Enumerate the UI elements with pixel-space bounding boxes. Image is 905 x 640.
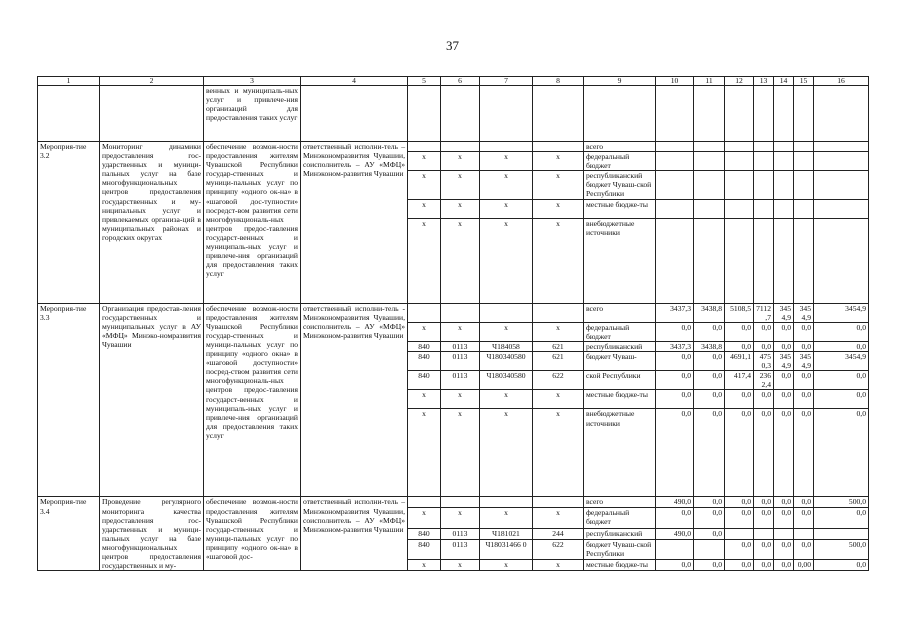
amount-cell	[754, 152, 774, 171]
expense-type-code: 622	[533, 539, 584, 560]
measure-id: Мероприя-тие 3.3	[38, 303, 100, 497]
amount-cell: 0,0	[754, 390, 774, 409]
amount-cell: 0,0	[794, 497, 814, 508]
expense-type-code: 621	[533, 352, 584, 371]
section-code	[441, 142, 480, 152]
funding-source: местные бюдже-ты	[584, 199, 656, 218]
column-number: 3	[204, 77, 301, 86]
amount-cell: 0,0	[656, 560, 694, 571]
amount-cell	[694, 539, 725, 560]
amount-cell: 0,0	[774, 341, 794, 351]
amount-cell: 0,0	[774, 539, 794, 560]
section-code: x	[441, 199, 480, 218]
amount-cell: 0,0	[774, 371, 794, 390]
measure-responsible: ответственный исполни-тель - Минэкономразвития Чувашии, соисполнитель – АУ «МФЦ» Минэконом-развития Чувашии	[301, 303, 408, 497]
grbs-code	[408, 497, 441, 508]
amount-cell	[725, 171, 754, 199]
amount-cell: 0,0	[656, 352, 694, 371]
amount-cell	[794, 171, 814, 199]
expense-type-code: 244	[533, 528, 584, 539]
amount-cell: 0,0	[814, 371, 869, 390]
measure-name: Проведение регулярного мониторинга качества предоставления гос-ударственных и муници-пальных услуг на базе многофункциональных центров предоставления государственных и му-	[100, 497, 204, 571]
section-code: x	[441, 171, 480, 199]
section-code	[441, 497, 480, 508]
amount-cell	[725, 218, 754, 303]
column-number: 6	[441, 77, 480, 86]
funding-source: федеральный бюджет	[584, 152, 656, 171]
amount-cell: 4691,1	[725, 352, 754, 371]
amount-cell	[794, 199, 814, 218]
funding-source: бюджет Чуваш-ской Республики	[584, 539, 656, 560]
amount-cell	[794, 218, 814, 303]
column-number: 4	[301, 77, 408, 86]
amount-cell: 0,0	[694, 560, 725, 571]
amount-cell: 0,0	[694, 371, 725, 390]
amount-cell: 0,0	[774, 322, 794, 341]
grbs-code: x	[408, 508, 441, 529]
measure-goal: обеспечение возмож-ности предоставления жителям Чувашской Республики государ-ственных и муници-пальных услуг по принципу «одного ок-на» в «шаговой дос-тупности» посредст-вом развития сети многофункциональ-ных центров предос-тавления государст-венных и муниципаль-ных услуг и привлече-ния организаций для предоставления таких услуг	[204, 142, 301, 304]
amount-cell	[656, 539, 694, 560]
section-code	[441, 303, 480, 322]
expense-type-code	[533, 142, 584, 152]
column-number: 5	[408, 77, 441, 86]
amount-cell	[774, 528, 794, 539]
amount-cell: 0,0	[754, 341, 774, 351]
measure-3-3	[38, 303, 869, 497]
amount-cell	[814, 171, 869, 199]
amount-cell: 3454,9	[814, 303, 869, 322]
amount-cell: 3438,8	[694, 341, 725, 351]
section-code: x	[441, 390, 480, 409]
amount-cell: 0,0	[794, 539, 814, 560]
expense-type-code	[533, 497, 584, 508]
continuation-goal-text: венных и муниципаль-ных услуг и привлече-ния организаций для предоставления таких услуг	[204, 86, 301, 142]
amount-cell	[814, 218, 869, 303]
amount-cell	[754, 199, 774, 218]
amount-cell	[694, 218, 725, 303]
grbs-code: 840	[408, 371, 441, 390]
expense-type-code: 621	[533, 341, 584, 351]
amount-cell: 0,0	[794, 409, 814, 497]
amount-cell: 4750,3	[754, 352, 774, 371]
funding-row	[38, 303, 869, 322]
amount-cell	[754, 528, 774, 539]
amount-cell: 0,0	[754, 497, 774, 508]
amount-cell: 0,0	[794, 371, 814, 390]
measure-name: Организация предостав-ления государственных и муниципальных услуг в АУ «МФЦ» Минэко-номразвития Чувашии	[100, 303, 204, 497]
expense-type-code: x	[533, 171, 584, 199]
amount-cell: 2362,4	[754, 371, 774, 390]
grbs-code: x	[408, 409, 441, 497]
measure-goal: обеспечение возмож-ности предоставления жителям Чувашской Республики государ-ственных и муници-пальных услуг по принципу «одного ок-на» в «шаговой дос-	[204, 497, 301, 571]
funding-source: местные бюдже-ты	[584, 560, 656, 571]
target-article-code	[480, 303, 533, 322]
measure-goal: обеспечение возмож-ности предоставления жителям Чувашской Республики государ-ственных и муници-пальных услуг по принципу «одного окна» в «шаговой доступности» посред-ством развития сети многофункциональ-ных центров предос-тавления государст-венных и муниципаль-ных услуг и привлече-ния организаций для предоставления таких услуг	[204, 303, 301, 497]
program-table	[37, 76, 869, 571]
amount-cell	[794, 142, 814, 152]
column-number: 15	[794, 77, 814, 86]
page-number: 37	[446, 38, 459, 53]
amount-cell: 0,0	[694, 409, 725, 497]
amount-cell: 0,0	[694, 390, 725, 409]
amount-cell	[754, 218, 774, 303]
amount-cell: 3454,9	[794, 352, 814, 371]
expense-type-code: x	[533, 409, 584, 497]
section-code: x	[441, 409, 480, 497]
amount-cell: 0,0	[754, 508, 774, 529]
amount-cell: 0,0	[774, 508, 794, 529]
amount-cell: 0,0	[725, 341, 754, 351]
amount-cell	[656, 152, 694, 171]
amount-cell	[694, 152, 725, 171]
amount-cell: 3454,9	[774, 352, 794, 371]
amount-cell: 3454,9	[774, 303, 794, 322]
amount-cell: 0,0	[694, 322, 725, 341]
target-article-code: Ч18031466 0	[480, 539, 533, 560]
section-code: x	[441, 560, 480, 571]
funding-source: внебюджетные источники	[584, 409, 656, 497]
section-code: 0113	[441, 539, 480, 560]
continuation-row	[38, 86, 869, 142]
grbs-code: 840	[408, 528, 441, 539]
expense-type-code: x	[533, 322, 584, 341]
amount-cell: 0,0	[814, 341, 869, 351]
target-article-code: Ч184058	[480, 341, 533, 351]
grbs-code	[408, 303, 441, 322]
amount-cell	[754, 171, 774, 199]
amount-cell: 0,0	[656, 508, 694, 529]
amount-cell	[694, 142, 725, 152]
amount-cell: 0,0	[794, 341, 814, 351]
amount-cell: 0,0	[725, 560, 754, 571]
amount-cell: 0,0	[774, 409, 794, 497]
amount-cell	[814, 528, 869, 539]
amount-cell	[725, 528, 754, 539]
grbs-code: x	[408, 560, 441, 571]
target-article-code: Ч180340580	[480, 371, 533, 390]
amount-cell	[694, 171, 725, 199]
expense-type-code: x	[533, 218, 584, 303]
grbs-code: x	[408, 199, 441, 218]
column-number: 12	[725, 77, 754, 86]
amount-cell: 500,0	[814, 539, 869, 560]
funding-source: местные бюдже-ты	[584, 390, 656, 409]
amount-cell: 5108,5	[725, 303, 754, 322]
grbs-code: x	[408, 171, 441, 199]
section-code: x	[441, 218, 480, 303]
amount-cell: 0,0	[774, 390, 794, 409]
amount-cell	[754, 142, 774, 152]
amount-cell: 0,0	[754, 409, 774, 497]
amount-cell	[725, 199, 754, 218]
amount-cell: 0,0	[656, 390, 694, 409]
section-code: x	[441, 508, 480, 529]
amount-cell	[814, 199, 869, 218]
amount-cell	[774, 199, 794, 218]
amount-cell	[774, 171, 794, 199]
section-code: 0113	[441, 341, 480, 351]
funding-source: федеральный бюджет	[584, 508, 656, 529]
amount-cell: 7112,7	[754, 303, 774, 322]
section-code: x	[441, 152, 480, 171]
column-number: 9	[584, 77, 656, 86]
grbs-code	[408, 142, 441, 152]
column-number: 8	[533, 77, 584, 86]
amount-cell: 0,00	[794, 560, 814, 571]
target-article-code: x	[480, 508, 533, 529]
section-code: 0113	[441, 528, 480, 539]
expense-type-code: x	[533, 508, 584, 529]
amount-cell	[656, 171, 694, 199]
measure-name: Мониторинг динамики предоставления гос-ударственных и муници-пальных услуг на базе многофункциональных центров предоставления государственных и му-ниципальных услуг и привлекаемых организа-ций в муниципальных районах и городских округах	[100, 142, 204, 304]
amount-cell: 0,0	[754, 560, 774, 571]
column-number: 11	[694, 77, 725, 86]
target-article-code	[480, 142, 533, 152]
funding-source: внебюджетные источники	[584, 218, 656, 303]
section-code: 0113	[441, 352, 480, 371]
funding-source: федеральный бюджет	[584, 322, 656, 341]
amount-cell: 0,0	[656, 371, 694, 390]
expense-type-code: x	[533, 152, 584, 171]
amount-cell: 0,0	[794, 508, 814, 529]
funding-source: бюджет Чуваш-	[584, 352, 656, 371]
column-number: 13	[754, 77, 774, 86]
amount-cell: 500,0	[814, 497, 869, 508]
amount-cell: 0,0	[725, 322, 754, 341]
grbs-code: x	[408, 390, 441, 409]
amount-cell	[814, 142, 869, 152]
amount-cell	[725, 152, 754, 171]
amount-cell: 0,0	[814, 508, 869, 529]
funding-row	[38, 142, 869, 152]
target-article-code: x	[480, 409, 533, 497]
target-article-code: x	[480, 152, 533, 171]
column-number: 14	[774, 77, 794, 86]
funding-row	[38, 497, 869, 508]
amount-cell: 3437,3	[656, 341, 694, 351]
expense-type-code	[533, 303, 584, 322]
expense-type-code: x	[533, 199, 584, 218]
amount-cell: 3454,9	[814, 352, 869, 371]
target-article-code: x	[480, 171, 533, 199]
target-article-code: x	[480, 322, 533, 341]
funding-source: республиканский бюджет Чуваш-ской Республики	[584, 171, 656, 199]
target-article-code: Ч180340580	[480, 352, 533, 371]
amount-cell: 0,0	[694, 352, 725, 371]
amount-cell: 0,0	[694, 497, 725, 508]
amount-cell	[694, 199, 725, 218]
grbs-code: x	[408, 322, 441, 341]
funding-source: республиканский	[584, 341, 656, 351]
measure-id: Мероприя-тие 3.2	[38, 142, 100, 304]
column-number: 1	[38, 77, 100, 86]
grbs-code: x	[408, 152, 441, 171]
measure-responsible: ответственный исполни-тель – Минэкономразвития Чувашии, соисполнитель – АУ «МФЦ» Минэконом-развития Чувашии	[301, 497, 408, 571]
amount-cell	[656, 218, 694, 303]
amount-cell	[725, 142, 754, 152]
amount-cell: 3438,8	[694, 303, 725, 322]
amount-cell	[794, 528, 814, 539]
column-number: 2	[100, 77, 204, 86]
amount-cell: 0,0	[725, 390, 754, 409]
amount-cell	[774, 218, 794, 303]
amount-cell	[656, 199, 694, 218]
funding-source: ской Республики	[584, 371, 656, 390]
target-article-code: x	[480, 218, 533, 303]
expense-type-code: x	[533, 560, 584, 571]
amount-cell: 0,0	[794, 390, 814, 409]
measure-3-4	[38, 497, 869, 571]
amount-cell: 417,4	[725, 371, 754, 390]
target-article-code: Ч181021	[480, 528, 533, 539]
funding-source: всего	[584, 142, 656, 152]
expense-type-code: 622	[533, 371, 584, 390]
amount-cell: 0,0	[656, 322, 694, 341]
amount-cell: 0,0	[754, 539, 774, 560]
expense-type-code: x	[533, 390, 584, 409]
amount-cell	[774, 152, 794, 171]
amount-cell: 0,0	[814, 322, 869, 341]
amount-cell: 490,0	[656, 528, 694, 539]
section-code: x	[441, 322, 480, 341]
amount-cell: 0,0	[814, 560, 869, 571]
amount-cell: 0,0	[774, 497, 794, 508]
amount-cell: 0,0	[754, 322, 774, 341]
grbs-code: 840	[408, 352, 441, 371]
amount-cell: 0,0	[656, 409, 694, 497]
amount-cell: 0,0	[694, 528, 725, 539]
amount-cell	[814, 152, 869, 171]
amount-cell: 0,0	[814, 409, 869, 497]
measure-3-2	[38, 142, 869, 304]
target-article-code: x	[480, 390, 533, 409]
amount-cell: 0,0	[794, 322, 814, 341]
amount-cell	[774, 142, 794, 152]
amount-cell: 0,0	[725, 539, 754, 560]
section-code: 0113	[441, 371, 480, 390]
target-article-code: x	[480, 199, 533, 218]
funding-source: республиканский	[584, 528, 656, 539]
amount-cell: 3437,3	[656, 303, 694, 322]
grbs-code: x	[408, 218, 441, 303]
amount-cell: 0,0	[725, 508, 754, 529]
column-number: 16	[814, 77, 869, 86]
grbs-code: 840	[408, 341, 441, 351]
target-article-code: x	[480, 560, 533, 571]
amount-cell: 0,0	[725, 409, 754, 497]
column-number: 7	[480, 77, 533, 86]
measure-responsible: ответственный исполни-тель – Минэкономразвития Чувашии, соисполнитель – АУ «МФЦ» Минэконом-развития Чувашии	[301, 142, 408, 304]
amount-cell	[794, 152, 814, 171]
amount-cell: 0,0	[694, 508, 725, 529]
amount-cell	[656, 142, 694, 152]
funding-source: всего	[584, 303, 656, 322]
amount-cell: 0,0	[814, 390, 869, 409]
column-number-row	[38, 77, 869, 86]
amount-cell: 3454,9	[794, 303, 814, 322]
measure-id: Мероприя-тие 3.4	[38, 497, 100, 571]
column-number: 10	[656, 77, 694, 86]
target-article-code	[480, 497, 533, 508]
grbs-code: 840	[408, 539, 441, 560]
amount-cell: 490,0	[656, 497, 694, 508]
funding-source: всего	[584, 497, 656, 508]
amount-cell: 0,0	[725, 497, 754, 508]
amount-cell: 0,0	[774, 560, 794, 571]
